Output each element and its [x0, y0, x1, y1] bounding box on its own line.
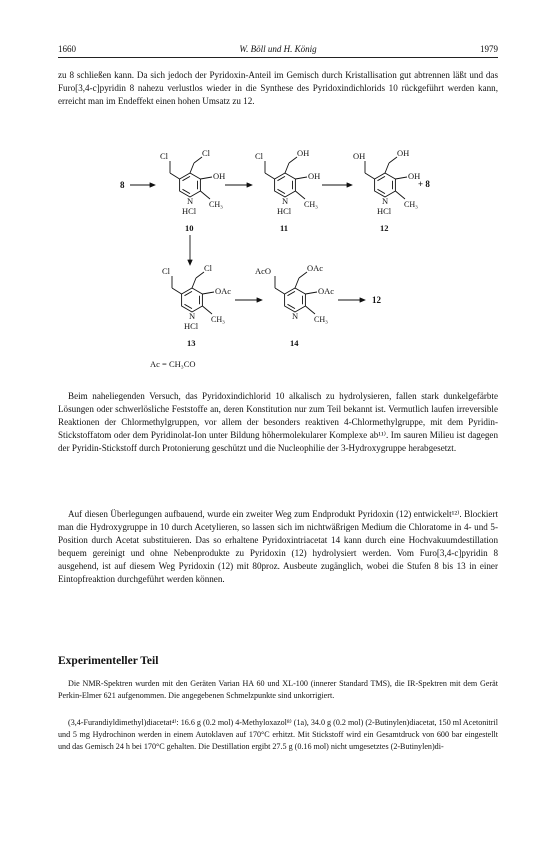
compound-10 [160, 148, 225, 233]
svg-text:CH₃: CH₃ [304, 200, 318, 209]
svg-text:Cl: Cl [255, 151, 264, 161]
compound-number-11: 11 [280, 223, 289, 233]
paragraph-instruments: Die NMR-Spektren wurden mit den Geräten Varian HA 60 und XL-100 (innerer Standard TMS), die IR-Spektren mit dem Gerät Perkin-Elmer 621 aufgenommen. Die angegebenen Schmelzpunkte sind unkorrigiert. [58, 679, 498, 700]
svg-text:N: N [292, 311, 299, 321]
section-heading: Experimenteller Teil [58, 655, 159, 667]
page-number: 1660 [58, 44, 76, 54]
start-compound-8: 8 [120, 180, 125, 190]
svg-text:Cl: Cl [162, 266, 171, 276]
compound-number-12: 12 [380, 223, 389, 233]
svg-text:OH: OH [308, 171, 321, 181]
svg-text:Cl: Cl [160, 151, 169, 161]
header-rule [58, 57, 498, 58]
svg-text:OH: OH [397, 148, 410, 158]
compound-14 [255, 263, 334, 348]
svg-text:HCl: HCl [184, 321, 199, 331]
page-header [58, 44, 498, 58]
reaction-scheme [0, 140, 556, 380]
compound-number-14: 14 [290, 338, 299, 348]
compound-number-10: 10 [185, 223, 194, 233]
compound-13 [162, 263, 231, 348]
compound-number-13: 13 [187, 338, 196, 348]
svg-text:N: N [189, 311, 196, 321]
svg-text:N: N [382, 196, 389, 206]
svg-text:N: N [282, 196, 289, 206]
year: 1979 [480, 44, 498, 54]
svg-text:N: N [187, 196, 194, 206]
svg-text:OH: OH [213, 171, 226, 181]
paragraph-second-route: Auf diesen Überlegungen aufbauend, wurde ein zweiter Weg zum Endprodukt Pyridoxin (12) entwickelt¹²⁾. Blockiert man die Hydroxygruppe in 10 durch Acetylieren, so lassen sich im nichtwäßrigen Medium die Chloratome in 4- und 5-Position durch Acetat substituieren. Das so erhaltene Pyridoxintriacetat 14 kann durch eine Hochvakuumdestillation bequem gereinigt und ohne Nebenprodukte zu Pyridoxin (12) hydrolysiert werden. Vom Furo[3,4-c]pyridin 8 ausgehend, ist auf diesem Weg Pyridoxin (12) mit 80proz. Ausbeute zugänglich, wobei die Stufen 8 bis 13 in einer Eintopfreaktion durchgeführt werden können. [58, 509, 498, 585]
svg-text:AcO: AcO [255, 266, 272, 276]
svg-text:OAc: OAc [318, 286, 335, 296]
svg-text:OH: OH [353, 151, 366, 161]
svg-text:Cl: Cl [204, 263, 213, 273]
paragraph-intro: zu 8 schließen kann. Da sich jedoch der Pyridoxin-Anteil im Gemisch durch Kristallisation gut abtrennen läßt und das Furo[3,4-c]pyridin 8 nahezu verlustlos wieder in die Synthese des Pyridoxindichlorids 10 rückgeführt werden kann, erreicht man im Endeffekt einen hohen Umsatz zu 12. [58, 70, 498, 107]
svg-text:OAc: OAc [215, 286, 232, 296]
svg-text:CH₃: CH₃ [314, 315, 328, 324]
acetyl-legend: Ac = CH₃CO [150, 359, 196, 369]
svg-text:OH: OH [408, 171, 421, 181]
running-authors: W. Böll und H. König [239, 44, 317, 54]
svg-text:CH₃: CH₃ [209, 200, 223, 209]
svg-text:HCl: HCl [377, 206, 392, 216]
plus-8: + 8 [418, 179, 430, 189]
compound-12 [353, 148, 420, 233]
paragraph-procedure: (3,4-Furandiyldimethyl)diacetat⁴⁾: 16.6 g (0.2 mol) 4-Methyloxazol⁸⁾ (1a), 34.0 g (0.2 mol) (2-Butinylen)diacetat, 150 ml Acetonitril und 5 mg Hydrochinon werden in einem Autoklaven auf 170°C erhitzt. Mit Stickstoff wird ein Gesamtdruck von 600 bar eingestellt und das Gemisch 24 h bei 170°C gehalten. Die Destillation ergibt 27.5 g (0.16 mol) nicht umgesetztes (2-Butinylen)di- [58, 718, 498, 751]
svg-text:CH₃: CH₃ [404, 200, 418, 209]
product-12: 12 [372, 295, 381, 305]
svg-text:HCl: HCl [277, 206, 292, 216]
svg-text:OAc: OAc [307, 263, 324, 273]
compound-11 [255, 148, 320, 233]
paragraph-hydrolysis: Beim naheliegenden Versuch, das Pyridoxindichlorid 10 alkalisch zu hydrolysieren, fallen stark dunkelgefärbte Lösungen oder schwerlösliche Feststoffe an, deren Konstitution nur zum Teil bekannt ist. Vermutlich laufen irreversible Reaktionen der Chlormethylgruppen, vor allem der besonders reaktiven 4-Chlormethylgruppe, mit dem Pyridin-Stickstoffatom oder dem Pyridinolat-Ion unter Bildung höhermolekularer Komplexe ab¹¹⁾. Im sauren Milieu ist dagegen der Pyridin-Stickstoff durch Protonierung geschützt und die Nucleophilie der 3-Hydroxygruppe herabgesetzt. [58, 391, 498, 454]
svg-text:HCl: HCl [182, 206, 197, 216]
svg-text:Cl: Cl [202, 148, 211, 158]
svg-text:CH₃: CH₃ [211, 315, 225, 324]
svg-text:OH: OH [297, 148, 310, 158]
